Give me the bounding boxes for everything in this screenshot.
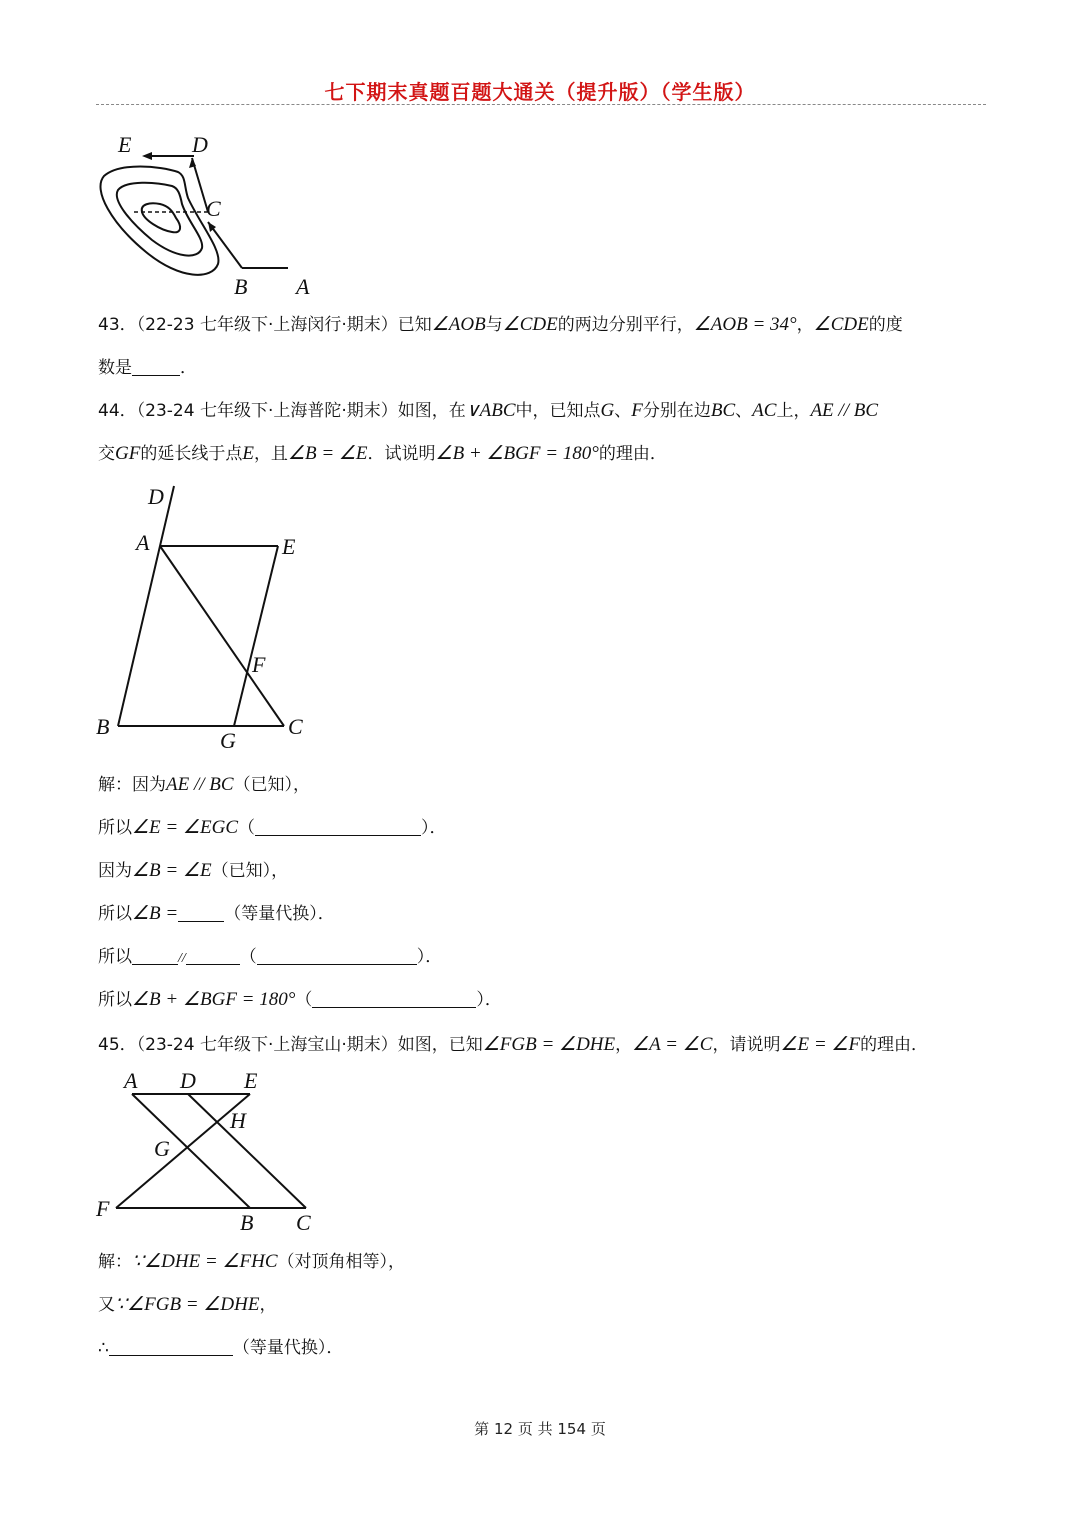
q45-sol-3: ∴ （等量代换）． <box>98 1338 344 1358</box>
q45-label-D: D <box>180 1068 196 1093</box>
label-A: A <box>296 274 310 299</box>
q45-label-H: H <box>230 1108 246 1133</box>
q44-label-G: G <box>220 728 236 753</box>
q44-label-F: F <box>252 652 266 677</box>
q44-label-C: C <box>288 714 303 739</box>
q44-blank-angle[interactable] <box>178 903 224 922</box>
q44-figure <box>90 480 320 760</box>
q44-line-1: 44．（23-24 七年级下·上海普陀·期末）如图，在∨ABC中，已知点G、F分别在边BC、AC上，AE // BC <box>98 400 879 421</box>
q45-line-1: 45．（23-24 七年级下·上海宝山·期末）如图，已知∠FGB = ∠DHE，∠A = ∠C，请说明∠E = ∠F的理由． <box>98 1034 929 1055</box>
q44-source: （23-24 七年级下·上海普陀·期末） <box>136 401 398 421</box>
q43-line-1: 43．（22-23 七年级下·上海闵行·期末）已知∠AOB与∠CDE的两边分别平行，∠AOB = 34°，∠CDE的度 <box>98 314 903 335</box>
arrow-e <box>142 152 152 160</box>
q44-label-B: B <box>96 714 110 739</box>
page-footer: 第 12 页 共 154 页 <box>474 1420 606 1438</box>
q44-line-2: 交GF的延长线于点E，且∠B = ∠E．试说明∠B + ∠BGF = 180°的理由． <box>98 443 667 464</box>
contour-middle <box>117 183 202 256</box>
q44-sol-4: 所以∠B = （等量代换）． <box>98 903 335 924</box>
q45-label-E: E <box>244 1068 258 1093</box>
q44-label-D: D <box>148 484 164 509</box>
q44-blank-reason-2[interactable] <box>257 946 417 965</box>
q44-blank-line-1[interactable] <box>132 946 178 965</box>
label-B: B <box>234 274 248 299</box>
q43-source: （22-23 七年级下·上海闵行·期末） <box>136 315 398 335</box>
q44-blank-reason-3[interactable] <box>312 989 476 1008</box>
q45-label-B: B <box>240 1210 254 1234</box>
q44-sol-3: 因为∠B = ∠E（已知）， <box>98 860 289 881</box>
q44-blank-line-2[interactable] <box>186 946 240 965</box>
figure-contour-path <box>90 128 330 300</box>
q45-label-F: F <box>96 1196 110 1221</box>
q45-sol-1: 解：∵∠DHE = ∠FHC（对顶角相等）， <box>98 1251 406 1272</box>
q44-line-BD <box>118 486 174 726</box>
total-pages: 154 <box>557 1420 587 1438</box>
q45-source: （23-24 七年级下·上海宝山·期末） <box>136 1035 398 1055</box>
label-D: D <box>192 132 208 157</box>
q45-number: 45． <box>98 1035 137 1055</box>
q45-label-C: C <box>296 1210 311 1234</box>
q44-sol-1: 解：因为AE // BC（已知）， <box>98 774 311 795</box>
q45-label-G: G <box>154 1136 170 1161</box>
q45-blank-1[interactable] <box>109 1337 233 1356</box>
q44-sol-6: 所以∠B + ∠BGF = 180°（ ）． <box>98 989 502 1010</box>
q44-label-E: E <box>282 534 296 559</box>
q44-line-EG <box>234 546 278 726</box>
q44-blank-reason-1[interactable] <box>255 817 421 836</box>
q43-line-2: 数是 ． <box>98 358 197 378</box>
q45-label-A: A <box>124 1068 138 1093</box>
q43-answer-blank[interactable] <box>132 357 180 376</box>
label-E: E <box>118 132 132 157</box>
q45-line-DC <box>188 1094 306 1208</box>
q44-sol-5: 所以 // （ ）． <box>98 947 443 967</box>
q44-number: 44． <box>98 401 137 421</box>
q44-line-AC <box>160 546 284 726</box>
contour-inner <box>142 203 180 232</box>
q44-sol-2: 所以∠E = ∠EGC（ ）． <box>98 817 447 838</box>
header-divider <box>96 104 986 105</box>
q44-label-A: A <box>136 530 150 555</box>
q43-number: 43． <box>98 315 137 335</box>
q45-figure <box>90 1064 330 1234</box>
q45-sol-2: 又∵∠FGB = ∠DHE， <box>98 1294 277 1315</box>
page-header-title: 七下期末真题百题大通关（提升版）（学生版） <box>324 80 756 104</box>
label-C: C <box>206 196 221 221</box>
current-page-number: 12 <box>493 1420 514 1438</box>
